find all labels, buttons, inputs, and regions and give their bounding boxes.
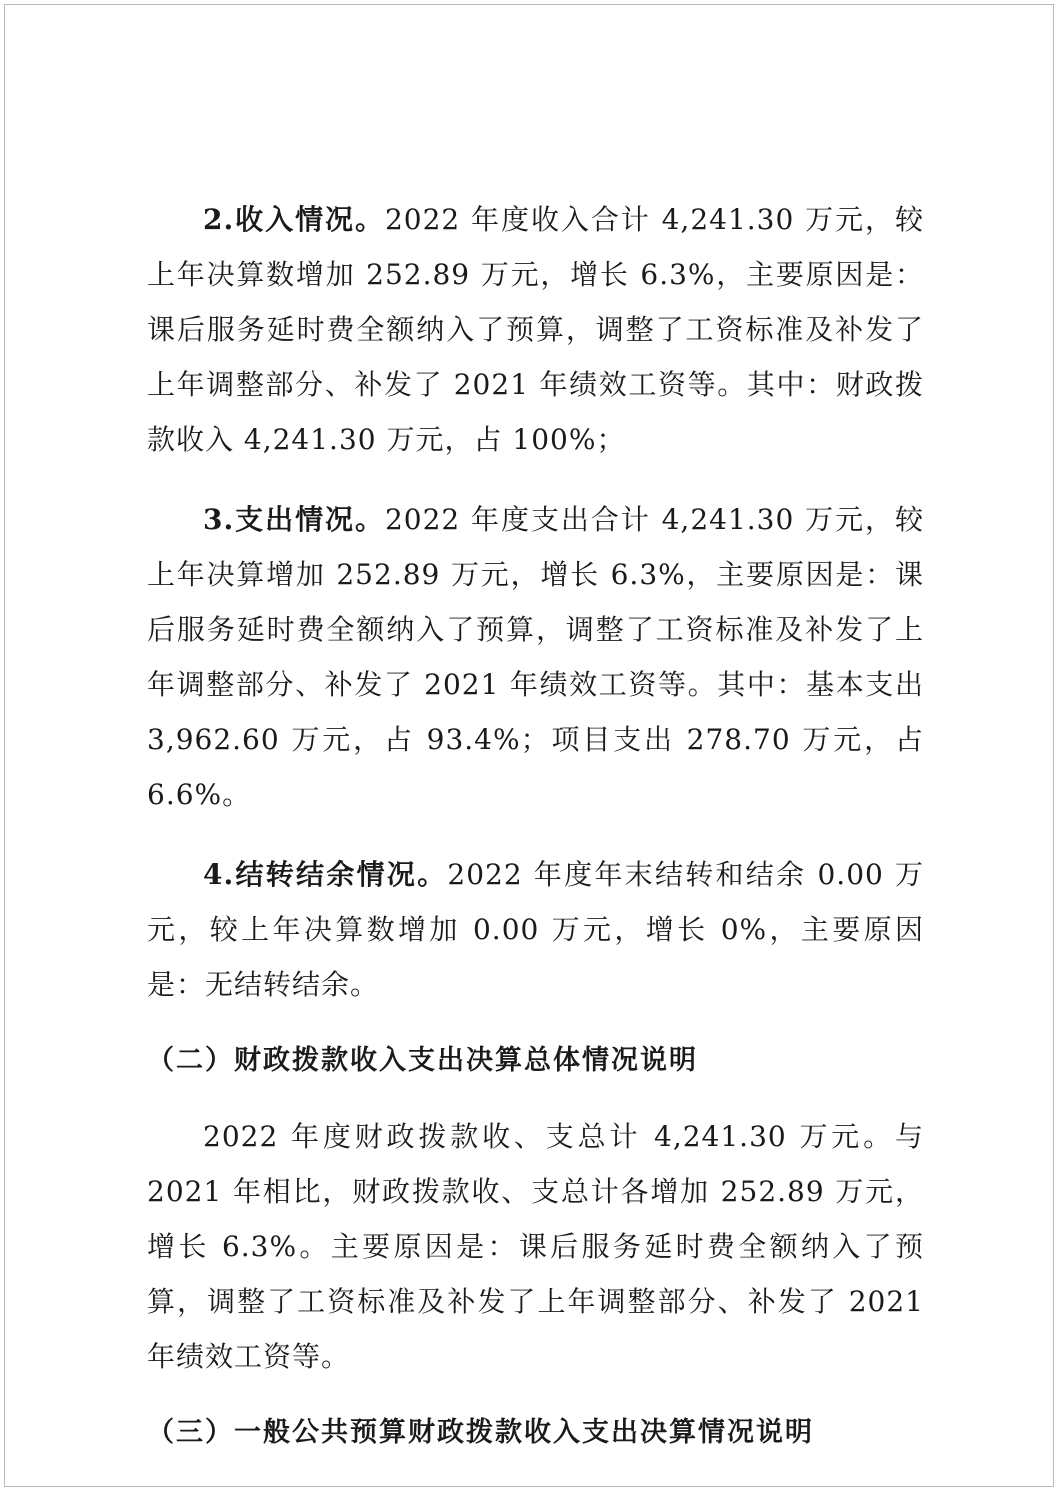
expense-title: 3.支出情况。 <box>203 503 385 536</box>
document-page <box>4 4 1054 1487</box>
income-paragraph <box>147 192 924 467</box>
carryover-paragraph <box>147 847 924 1012</box>
section2-paragraph: 2022 年度财政拨款收、支总计 4,241.30 万元。与 2021 年相比，财政拨款收、支总计各增加 252.89 万元，增长 6.3%。主要原因是：课后服务延时费全额纳入了预算，调整了工资标准及补发了上年调整部分、补发了 2021 年绩效工资等。 <box>147 1120 924 1373</box>
income-body: 2022 年度收入合计 4,241.30 万元，较上年决算数增加 252.89 万元，增长 6.3%，主要原因是：课后服务延时费全额纳入了预算，调整了工资标准及补发了上年调整部分、补发了 2021 年绩效工资等。其中：财政拨款收入 4,241.30 万元，占 100%； <box>147 203 924 456</box>
income-title: 2.收入情况。 <box>203 203 385 236</box>
carryover-body: 2022 年度年末结转和结余 0.00 万元，较上年决算数增加 0.00 万元，增长 0%，主要原因是：无结转结余。 <box>147 858 924 1001</box>
document-content <box>147 192 924 1460</box>
expense-paragraph <box>147 492 924 822</box>
carryover-title: 4.结转结余情况。 <box>203 858 448 891</box>
expense-body: 2022 年度支出合计 4,241.30 万元，较上年决算增加 252.89 万元，增长 6.3%，主要原因是：课后服务延时费全额纳入了预算，调整了工资标准及补发了上年调整部分、补发了 2021 年绩效工资等。其中：基本支出 3,962.60 万元，占 93.4%；项目支出 278.70 万元，占 6.6%。 <box>147 503 924 811</box>
section3-heading: （三）一般公共预算财政拨款收入支出决算情况说明 <box>147 1417 814 1448</box>
section2-heading: （二）财政拨款收入支出决算总体情况说明 <box>147 1045 698 1076</box>
